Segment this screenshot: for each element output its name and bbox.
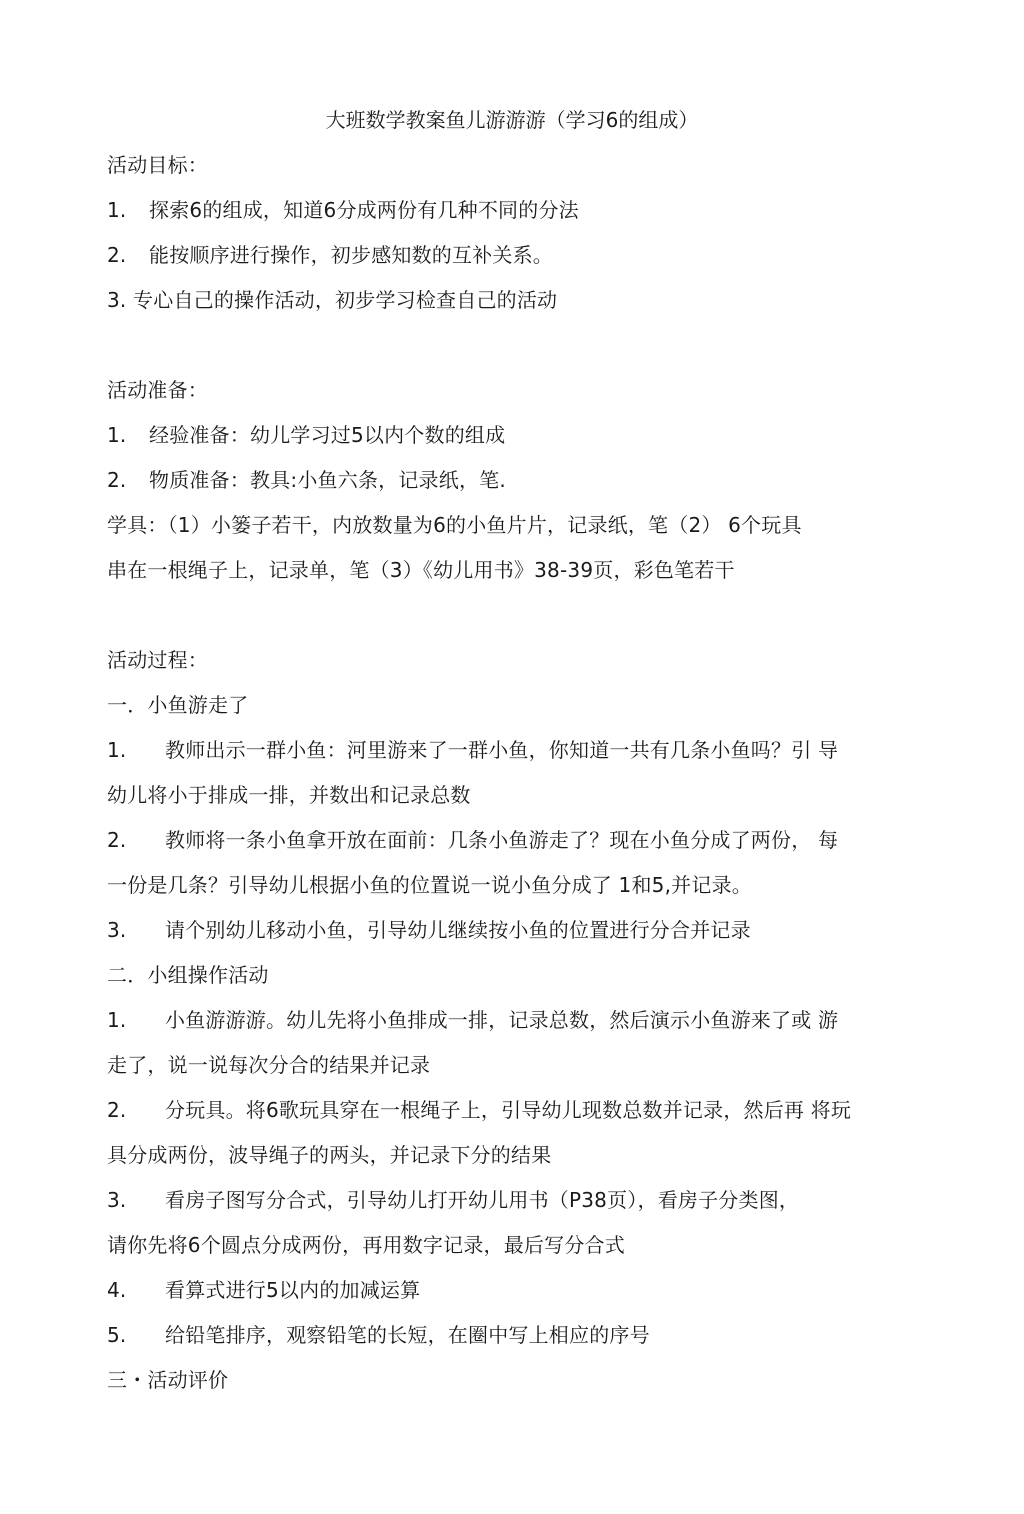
section1-item-2-text: 教师将一条小鱼拿开放在面前：几条小鱼游走了？现在小鱼分成了两份， 每 bbox=[165, 828, 839, 852]
section2-item-3-text: 看房子图写分合式，引导幼儿打开幼儿用书（P38页），看房子分类图， bbox=[165, 1188, 800, 1212]
section2-item-4-text: 看算式进行5以内的加减运算 bbox=[165, 1278, 421, 1302]
section2-heading: 二．小组操作活动 bbox=[107, 963, 269, 987]
section1-item-1-num: 1. bbox=[107, 738, 127, 762]
section1-item-1-text: 教师出示一群小鱼：河里游来了一群小鱼，你知道一共有几条小鱼吗？引 导 bbox=[165, 738, 839, 762]
section2-item-5-text: 给铅笔排序，观察铅笔的长短，在圈中写上相应的序号 bbox=[165, 1323, 650, 1347]
process-heading: 活动过程： bbox=[107, 648, 208, 672]
section2-item-2-line-2: 具分成两份，波导绳子的两头，并记录下分的结果 bbox=[107, 1143, 552, 1167]
goal-item-3: 3. 专心自己的操作活动，初步学习检查自己的活动 bbox=[107, 288, 558, 312]
prep-student-line-1: 学具：（1）小篓子若干，内放数量为6的小鱼片片，记录纸，笔（2） 6个玩具 bbox=[107, 513, 802, 537]
section1-item-2-line-1 bbox=[107, 827, 838, 853]
section2-item-3-line-1 bbox=[107, 1187, 799, 1213]
goal-item-1 bbox=[107, 197, 579, 223]
prep-student-line-2: 串在一根绳子上，记录单，笔（3）《幼儿用书》38-39页，彩色笔若干 bbox=[107, 558, 735, 582]
section2-item-2-line-1 bbox=[107, 1097, 851, 1123]
section2-item-4-line-1 bbox=[107, 1277, 420, 1303]
goal-item-1-num: 1. bbox=[107, 198, 127, 222]
section2-item-1-text: 小鱼游游游。幼儿先将小鱼排成一排，记录总数，然后演示小鱼游来了或 游 bbox=[165, 1008, 839, 1032]
section2-item-5-line-1 bbox=[107, 1322, 650, 1348]
section2-item-5-num: 5. bbox=[107, 1323, 127, 1347]
section1-item-3-text: 请个别幼儿移动小鱼，引导幼儿继续按小鱼的位置进行分合并记录 bbox=[165, 918, 751, 942]
prep-item-1 bbox=[107, 422, 505, 448]
section2-item-4-num: 4. bbox=[107, 1278, 127, 1302]
section2-item-1-line-1 bbox=[107, 1007, 838, 1033]
document-title: 大班数学教案鱼儿游游游（学习6的组成） bbox=[325, 108, 699, 132]
section2-item-2-num: 2. bbox=[107, 1098, 127, 1122]
goal-item-2-num: 2. bbox=[107, 243, 127, 267]
section1-item-1-line-1 bbox=[107, 737, 838, 763]
goal-item-2-text: 能按顺序进行操作，初步感知数的互补关系。 bbox=[149, 243, 553, 267]
section2-item-2-text: 分玩具。将6歌玩具穿在一根绳子上，引导幼儿现数总数并记录，然后再 将玩 bbox=[165, 1098, 852, 1122]
goal-item-2 bbox=[107, 242, 553, 268]
section1-item-1-line-2: 幼儿将小于排成一排，并数出和记录总数 bbox=[107, 783, 471, 807]
section2-item-1-line-2: 走了，说一说每次分合的结果并记录 bbox=[107, 1053, 431, 1077]
prep-item-2-num: 2. bbox=[107, 468, 127, 492]
prep-heading: 活动准备： bbox=[107, 378, 208, 402]
section2-item-3-num: 3. bbox=[107, 1188, 127, 1212]
section1-heading: 一．小鱼游走了 bbox=[107, 693, 249, 717]
section2-item-1-num: 1. bbox=[107, 1008, 127, 1032]
goals-heading: 活动目标： bbox=[107, 153, 208, 177]
section3-heading: 三・活动评价 bbox=[107, 1368, 229, 1392]
section1-item-3-num: 3. bbox=[107, 918, 127, 942]
section2-item-3-line-2: 请你先将6个圆点分成两份，再用数字记录，最后写分合式 bbox=[107, 1233, 625, 1257]
prep-item-2 bbox=[107, 467, 506, 493]
section1-item-3-line-1 bbox=[107, 917, 751, 943]
goal-item-1-text: 探索6的组成，知道6分成两份有几种不同的分法 bbox=[149, 198, 579, 222]
section1-item-2-num: 2. bbox=[107, 828, 127, 852]
prep-item-1-num: 1. bbox=[107, 423, 127, 447]
section1-item-2-line-2: 一份是几条？引导幼儿根据小鱼的位置说一说小鱼分成了 1和5,并记录。 bbox=[107, 873, 752, 897]
prep-item-2-text: 物质准备：教具:小鱼六条，记录纸，笔. bbox=[149, 468, 506, 492]
prep-item-1-text: 经验准备：幼儿学习过5以内个数的组成 bbox=[149, 423, 506, 447]
